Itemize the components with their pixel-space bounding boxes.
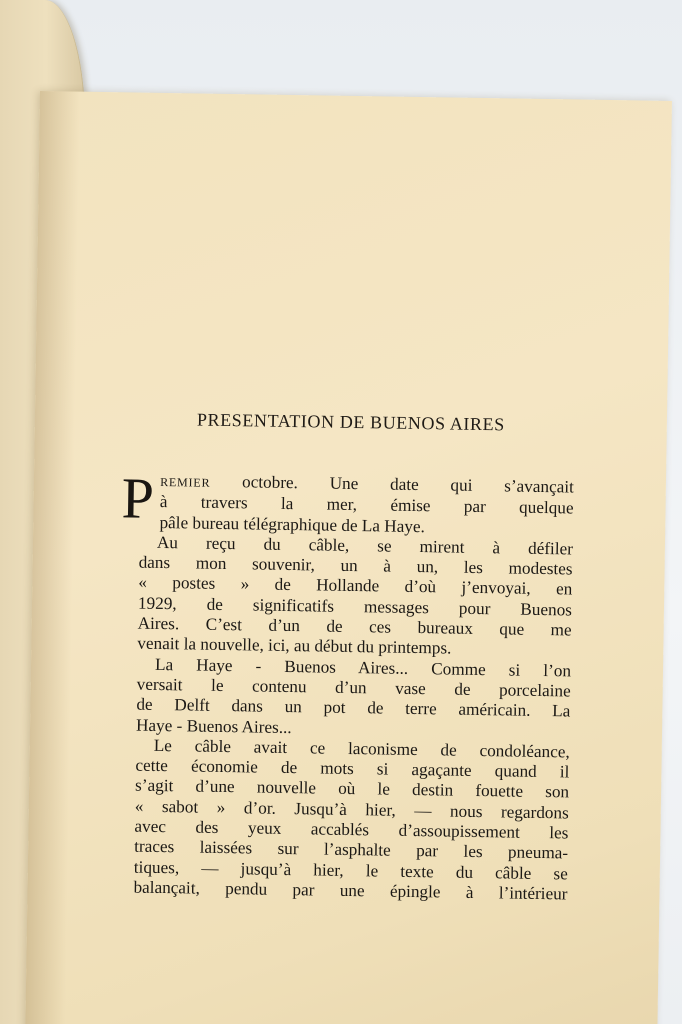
text-line: 1929, de significatifs messages pour Buenos <box>137 593 573 620</box>
paragraph-3 <box>118 654 571 742</box>
text-line: REMIER octobre. Une date qui s’avançait <box>160 472 575 497</box>
text-line: Haye - Buenos Aires... <box>135 715 292 737</box>
paragraph-1 <box>121 465 575 539</box>
text-line: Le câble avait ce laconisme de condoléance, <box>153 735 570 762</box>
drop-cap: P <box>121 465 155 531</box>
text-line: de Delft dans un pot de terre américain. La <box>136 694 571 721</box>
text-line: Aires. C’est d’un de ces bureaux que me <box>137 613 572 640</box>
text-line: à travers la mer, émise par quelque <box>159 492 574 518</box>
paragraph-2 <box>119 532 573 661</box>
text-line: pâle bureau télégraphique de La Haye. <box>159 512 425 536</box>
text-line: s’agit d’une nouvelle où le destin fouette son <box>134 776 570 802</box>
text-line: avec des yeux accablés d’assoupissement les <box>134 816 569 843</box>
text-line: Au reçu du câble, se mirent à défiler <box>156 532 574 559</box>
text-line: venait la nouvelle, ici, au début du printemps. <box>137 634 452 658</box>
text-line: cette économie de mots si agaçante quand il <box>135 755 570 782</box>
paragraph-4 <box>115 735 569 904</box>
book-page <box>25 91 672 1024</box>
text-line: versait le contenu d’un vase de porcelaine <box>136 674 571 701</box>
text-line: La Haye - Buenos Aires... Comme si l’on <box>154 654 572 681</box>
text-line: balançait, pendu par une épingle à l’intérieur <box>133 877 568 904</box>
text-line: « sabot » d’or. Jusqu’à hier, — nous regardons <box>134 796 569 823</box>
text-line: traces laissées sur l’asphalte par les pneuma- <box>134 836 569 863</box>
chapter-title: PRESENTATION DE BUENOS AIRES <box>196 409 505 435</box>
text-line: dans mon souvenir, un à un, les modestes <box>138 552 573 579</box>
text-line: tiques, — jusqu’à hier, le texte du câble se <box>133 857 568 884</box>
text-line: « postes » de Hollande d’où j’envoyai, en <box>138 573 573 599</box>
first-word-smallcaps: REMIER <box>160 474 211 490</box>
body-text <box>115 465 575 904</box>
